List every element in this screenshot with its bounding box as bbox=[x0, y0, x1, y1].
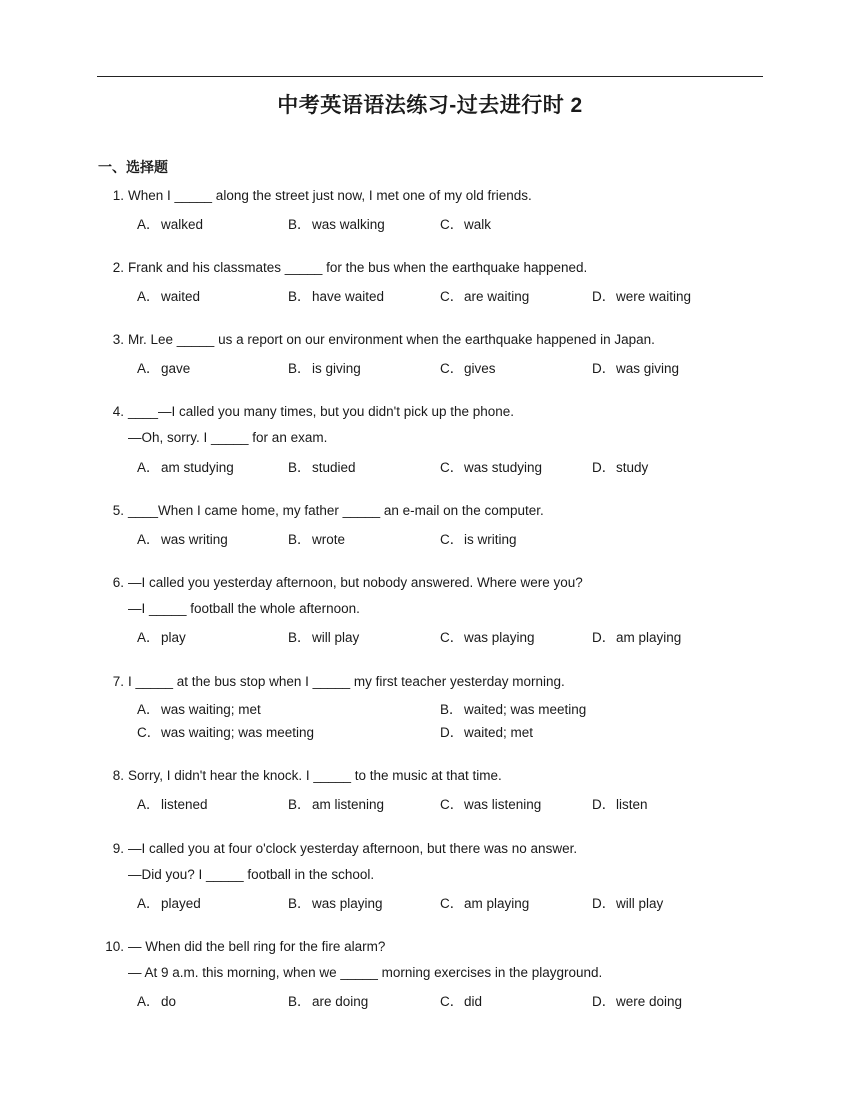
option-text: am playing bbox=[616, 630, 682, 645]
option-letter: C． bbox=[440, 217, 464, 232]
option-text: is giving bbox=[312, 361, 361, 376]
option-text: wrote bbox=[312, 532, 346, 547]
question-stem: Frank and his classmates _____ for the bus when the earthquake happened. bbox=[128, 260, 588, 275]
option-letter: D． bbox=[592, 896, 616, 911]
question-number: 5. bbox=[112, 503, 124, 518]
option-text: was listening bbox=[464, 797, 542, 812]
question-stem-continued: —Did you? I _____ football in the school. bbox=[128, 867, 375, 882]
question-stem: Sorry, I didn't hear the knock. I _____ to the music at that time. bbox=[128, 768, 502, 783]
question-stem-continued: — At 9 a.m. this morning, when we _____ morning exercises in the playground. bbox=[128, 965, 603, 980]
option-letter: A． bbox=[137, 289, 160, 304]
question-stem-continued: —I _____ football the whole afternoon. bbox=[128, 601, 360, 616]
option-text: am playing bbox=[464, 896, 530, 911]
question-number: 6. bbox=[112, 575, 124, 590]
question-stem: —I called you yesterday afternoon, but nobody answered. Where were you? bbox=[128, 575, 583, 590]
question-number: 10. bbox=[105, 939, 124, 954]
answer-option[interactable] bbox=[137, 528, 228, 548]
option-text: was walking bbox=[312, 217, 385, 232]
answer-option[interactable] bbox=[592, 285, 691, 305]
header-rule bbox=[97, 76, 763, 77]
question-stem: ____—I called you many times, but you didn't pick up the phone. bbox=[128, 404, 515, 419]
option-letter: C． bbox=[440, 532, 464, 547]
question-stem: — When did the bell ring for the fire alarm? bbox=[128, 939, 386, 954]
answer-option[interactable] bbox=[440, 285, 529, 305]
answer-option[interactable] bbox=[137, 213, 203, 233]
option-letter: A． bbox=[137, 702, 160, 717]
option-text: walk bbox=[464, 217, 492, 232]
answer-option[interactable] bbox=[440, 213, 491, 233]
option-letter: B． bbox=[288, 361, 311, 376]
option-text: were doing bbox=[616, 994, 683, 1009]
answer-option[interactable] bbox=[288, 213, 385, 233]
answer-option[interactable] bbox=[288, 285, 384, 305]
option-letter: A． bbox=[137, 994, 160, 1009]
option-text: was writing bbox=[161, 532, 228, 547]
question-stem: Mr. Lee _____ us a report on our environment when the earthquake happened in Japan. bbox=[128, 332, 655, 347]
option-letter: C． bbox=[440, 797, 464, 812]
answer-option[interactable] bbox=[440, 793, 541, 813]
option-letter: D． bbox=[592, 630, 616, 645]
question-number: 4. bbox=[112, 404, 124, 419]
option-letter: D． bbox=[592, 994, 616, 1009]
option-letter: C． bbox=[440, 994, 464, 1009]
option-text: is writing bbox=[464, 532, 517, 547]
answer-option[interactable] bbox=[288, 892, 383, 912]
option-letter: B． bbox=[288, 532, 311, 547]
answer-option[interactable] bbox=[137, 698, 261, 718]
option-letter: B． bbox=[288, 994, 311, 1009]
option-letter: B． bbox=[440, 702, 463, 717]
option-letter: D． bbox=[592, 361, 616, 376]
section-heading: 一、选择题 bbox=[98, 159, 168, 175]
answer-option[interactable] bbox=[440, 721, 533, 741]
answer-option[interactable] bbox=[137, 990, 176, 1010]
option-letter: B． bbox=[288, 460, 311, 475]
option-letter: C． bbox=[440, 460, 464, 475]
option-letter: A． bbox=[137, 361, 160, 376]
option-letter: B． bbox=[288, 217, 311, 232]
question-number: 9. bbox=[112, 841, 124, 856]
answer-option[interactable] bbox=[440, 990, 482, 1010]
answer-option[interactable] bbox=[440, 892, 529, 912]
answer-option[interactable] bbox=[137, 357, 190, 377]
option-letter: C． bbox=[440, 289, 464, 304]
option-text: play bbox=[161, 630, 186, 645]
option-text: waited; met bbox=[464, 725, 534, 740]
option-letter: B． bbox=[288, 630, 311, 645]
option-text: waited; was meeting bbox=[464, 702, 587, 717]
question-number: 3. bbox=[112, 332, 124, 347]
option-text: was waiting; was meeting bbox=[161, 725, 315, 740]
option-letter: D． bbox=[592, 460, 616, 475]
answer-option[interactable] bbox=[288, 626, 359, 646]
question-stem: I _____ at the bus stop when I _____ my first teacher yesterday morning. bbox=[128, 674, 565, 689]
option-letter: A． bbox=[137, 532, 160, 547]
answer-option[interactable] bbox=[592, 892, 663, 912]
option-letter: D． bbox=[592, 797, 616, 812]
question-stem: When I _____ along the street just now, I met one of my old friends. bbox=[128, 188, 532, 203]
option-text: have waited bbox=[312, 289, 385, 304]
option-text: walked bbox=[161, 217, 204, 232]
option-text: listened bbox=[161, 797, 208, 812]
option-letter: C． bbox=[137, 725, 161, 740]
answer-option[interactable] bbox=[288, 528, 345, 548]
question-number: 1. bbox=[112, 188, 124, 203]
option-letter: D． bbox=[592, 289, 616, 304]
page-title: 中考英语语法练习-过去进行时 2 bbox=[277, 94, 583, 117]
option-letter: A． bbox=[137, 630, 160, 645]
question-number: 8. bbox=[112, 768, 124, 783]
answer-option[interactable] bbox=[592, 456, 648, 476]
answer-option[interactable] bbox=[288, 456, 356, 476]
answer-option[interactable] bbox=[137, 456, 234, 476]
option-letter: C． bbox=[440, 361, 464, 376]
option-letter: D． bbox=[440, 725, 464, 740]
option-letter: B． bbox=[288, 797, 311, 812]
answer-option[interactable] bbox=[137, 285, 200, 305]
option-text: did bbox=[464, 994, 483, 1009]
answer-option[interactable] bbox=[440, 357, 496, 377]
answer-option[interactable] bbox=[288, 793, 384, 813]
question-number: 7. bbox=[112, 674, 124, 689]
option-letter: C． bbox=[440, 896, 464, 911]
answer-option[interactable] bbox=[592, 357, 679, 377]
option-text: are waiting bbox=[464, 289, 530, 304]
option-letter: B． bbox=[288, 289, 311, 304]
option-text: are doing bbox=[312, 994, 369, 1009]
answer-option[interactable] bbox=[440, 528, 517, 548]
option-letter: A． bbox=[137, 896, 160, 911]
option-text: study bbox=[616, 460, 649, 475]
option-text: am studying bbox=[161, 460, 234, 475]
option-letter: B． bbox=[288, 896, 311, 911]
option-text: studied bbox=[312, 460, 356, 475]
option-text: will play bbox=[312, 630, 360, 645]
option-letter: C． bbox=[440, 630, 464, 645]
answer-option[interactable] bbox=[592, 793, 648, 813]
option-text: was giving bbox=[616, 361, 680, 376]
answer-option[interactable] bbox=[592, 990, 682, 1010]
answer-option[interactable] bbox=[137, 626, 186, 646]
option-text: waited bbox=[161, 289, 201, 304]
option-text: will play bbox=[616, 896, 664, 911]
answer-option[interactable] bbox=[137, 721, 314, 741]
option-text: gives bbox=[464, 361, 496, 376]
option-text: do bbox=[161, 994, 177, 1009]
option-text: was playing bbox=[464, 630, 535, 645]
option-text: listen bbox=[616, 797, 648, 812]
answer-option[interactable] bbox=[440, 456, 542, 476]
question-stem: —I called you at four o'clock yesterday afternoon, but there was no answer. bbox=[128, 841, 578, 856]
answer-option[interactable] bbox=[592, 626, 681, 646]
question-stem-continued: —Oh, sorry. I _____ for an exam. bbox=[128, 430, 328, 445]
answer-option[interactable] bbox=[137, 793, 208, 813]
answer-option[interactable] bbox=[440, 698, 586, 718]
option-text: was waiting; met bbox=[161, 702, 261, 717]
answer-option[interactable] bbox=[288, 990, 368, 1010]
answer-option[interactable] bbox=[137, 892, 201, 912]
option-letter: A． bbox=[137, 217, 160, 232]
option-text: was studying bbox=[464, 460, 543, 475]
option-text: am listening bbox=[312, 797, 385, 812]
option-letter: A． bbox=[137, 460, 160, 475]
question-number: 2. bbox=[112, 260, 124, 275]
option-text: was playing bbox=[312, 896, 383, 911]
answer-option[interactable] bbox=[288, 357, 361, 377]
option-text: gave bbox=[161, 361, 191, 376]
answer-option[interactable] bbox=[440, 626, 535, 646]
question-stem: ____When I came home, my father _____ an e-mail on the computer. bbox=[128, 503, 544, 518]
option-letter: A． bbox=[137, 797, 160, 812]
option-text: were waiting bbox=[616, 289, 692, 304]
option-text: played bbox=[161, 896, 201, 911]
